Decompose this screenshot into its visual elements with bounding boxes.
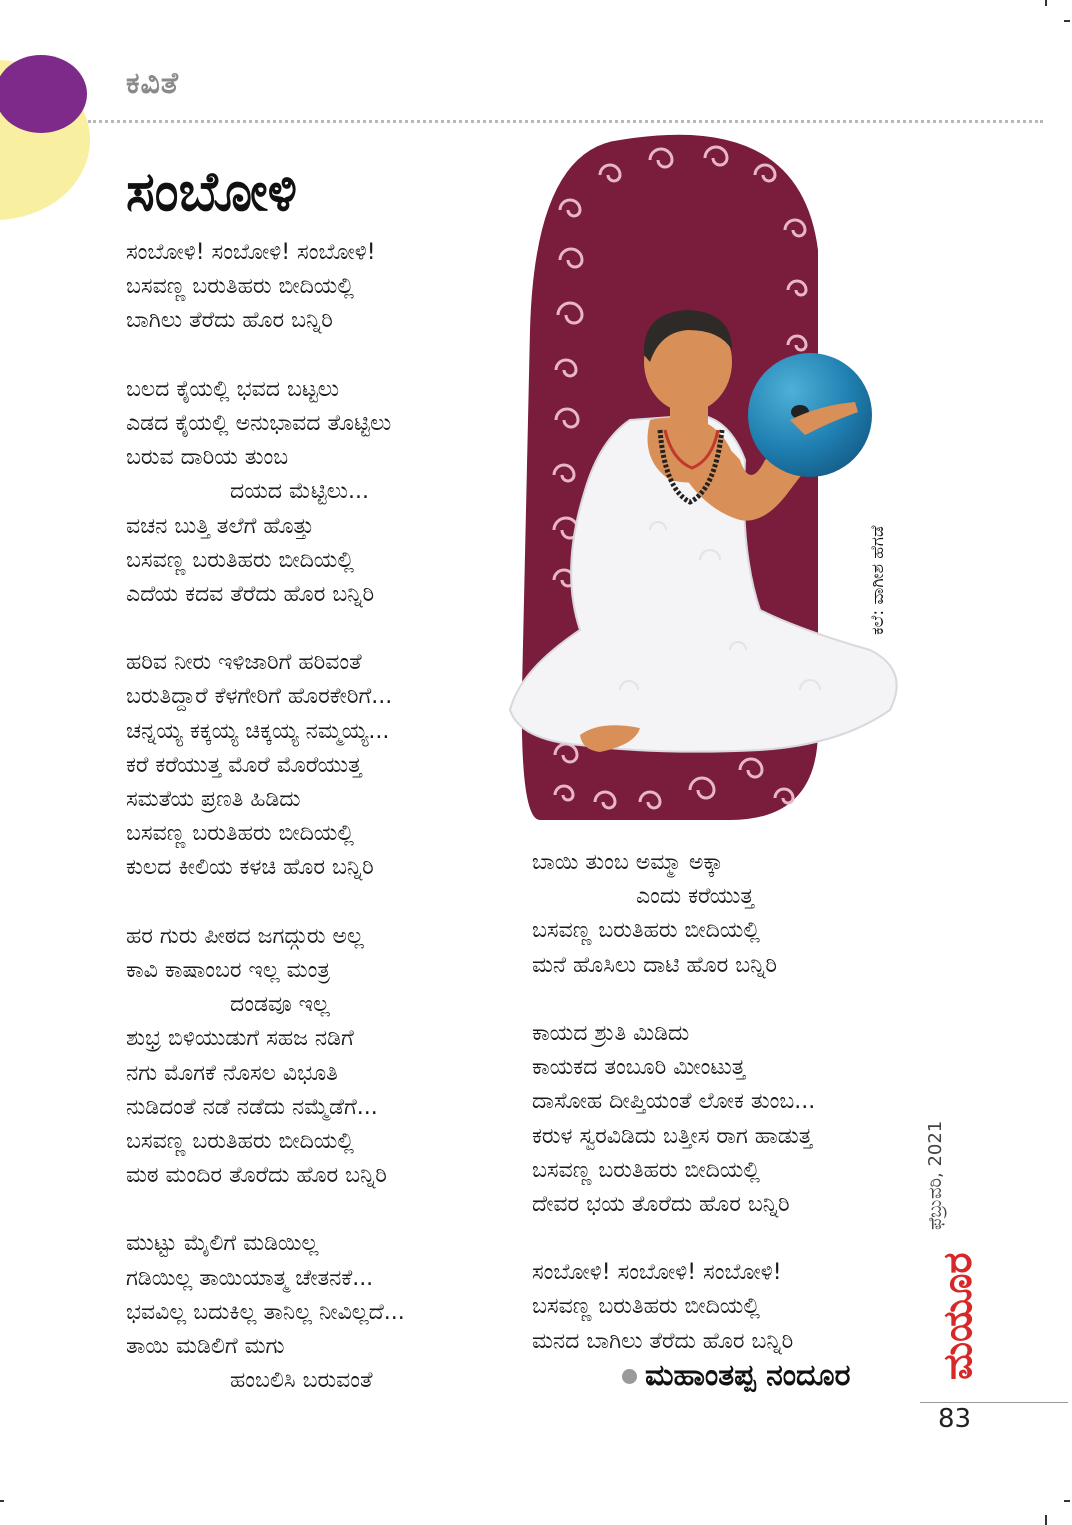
poem-line: ಸಮತೆಯ ಪ್ರಣತಿ ಹಿಡಿದು xyxy=(126,787,301,812)
poem-line: ಬಸವಣ್ಣ ಬರುತಿಹರು ಬೀದಿಯಲ್ಲಿ xyxy=(126,274,354,300)
poem-line: ಎಡದ ಕೈಯಲ್ಲಿ ಅನುಭಾವದ ತೊಟ್ಟಿಲು xyxy=(126,410,392,436)
poem-line: ಚನ್ನಯ್ಯ ಕಕ್ಕಯ್ಯ ಚಿಕ್ಕಯ್ಯ ನಮ್ಮಯ್ಯ... xyxy=(126,718,390,744)
stanza-break xyxy=(126,339,486,373)
basavanna-illustration xyxy=(500,130,910,822)
poem-line: ದಾಸೋಹ ದೀಪ್ತಿಯಂತೆ ಲೋಕ ತುಂಬ... xyxy=(532,1089,816,1115)
poem-line: ಹರಿವ ನೀರು ಇಳಿಜಾರಿಗೆ ಹರಿವಂತೆ xyxy=(126,650,362,676)
poem-line: ಎಂದು ಕರೆಯುತ್ತ xyxy=(636,884,754,910)
stanza-break xyxy=(126,1193,486,1227)
poem-line: ಬಸವಣ್ಣ ಬರುತಿಹರು ಬೀದಿಯಲ್ಲಿ xyxy=(126,821,354,847)
poem-line: ಕಾಯದ ಶ್ರುತಿ ಮಿಡಿದು xyxy=(532,1020,690,1046)
poem-line: ಶುಭ್ರ ಬಿಳಿಯುಡುಗೆ ಸಹಜ ನಡಿಗೆ xyxy=(126,1026,354,1052)
stanza-break xyxy=(126,886,486,920)
poem-line: ಹಂಬಲಿಸಿ ಬರುವಂತೆ xyxy=(230,1368,373,1394)
page-number: 83 xyxy=(938,1404,972,1434)
poem-left-column xyxy=(126,236,486,1398)
bullet-dot xyxy=(622,1369,637,1384)
poem-line: ವಚನ ಬುತ್ತಿ ತಲೆಗೆ ಹೊತ್ತು xyxy=(126,513,315,539)
section-label: ಕವಿತೆ xyxy=(126,66,179,101)
poem-line: ಕಾವಿ ಕಾಷಾಂಬರ ಇಲ್ಲ ಮಂತ್ರ xyxy=(126,957,330,983)
poem-line: ಸಂಬೋಳಿ! ಸಂಬೋಳಿ! ಸಂಬೋಳಿ! xyxy=(532,1260,782,1286)
poem-line: ತಾಯಿ ಮಡಿಲಿಗೆ ಮಗು xyxy=(126,1334,285,1359)
poem-line: ಬಸವಣ್ಣ ಬರುತಿಹರು ಬೀದಿಯಲ್ಲಿ xyxy=(126,547,354,573)
poem-line: ಕಾಯಕದ ತಂಬೂರಿ ಮೀಂಟುತ್ತ xyxy=(532,1055,746,1081)
poem-line: ಕರುಳ ಸ್ವರವಿಡಿದು ಬತ್ತೀಸ ರಾಗ ಹಾಡುತ್ತ xyxy=(532,1123,813,1149)
poem-line: ಕರೆ ಕರೆಯುತ್ತ ಮೊರೆ ಮೊರೆಯುತ್ತ xyxy=(126,752,362,778)
poem-line: ಬಸವಣ್ಣ ಬರುತಿಹರು ಬೀದಿಯಲ್ಲಿ xyxy=(532,1157,760,1183)
author-byline xyxy=(622,1358,850,1393)
crop-mark xyxy=(1045,0,1047,6)
poem-line: ಕುಲದ ಕೀಲಿಯ ಕಳಚಿ ಹೊರ ಬನ್ನಿರಿ xyxy=(126,855,374,881)
poem-line: ಬರುತಿದ್ದಾರೆ ಕೆಳಗೇರಿಗೆ ಹೊರಕೇರಿಗೆ... xyxy=(126,684,393,710)
crop-mark xyxy=(1064,1500,1070,1502)
poem-line: ಗಡಿಯಿಲ್ಲ ತಾಯಿಯಾತ್ಮ ಚೇತನಕೆ... xyxy=(126,1265,374,1291)
poem-line: ನಗು ಮೊಗಕೆ ನೊಸಲ ವಿಭೂತಿ xyxy=(126,1060,338,1086)
poem-right-column xyxy=(532,846,912,1359)
poem-line: ಹರ ಗುರು ಪೀಠದ ಜಗದ್ಗುರು ಅಲ್ಲ xyxy=(126,923,364,949)
magazine-brand: ಮಯೂರ xyxy=(935,1252,981,1380)
illustration-credit: ಕಲೆ: ವಾಗೀಶ ಹೆಗಡೆ xyxy=(868,525,888,635)
author-name: ಮಹಾಂತಪ್ಪ ನಂದೂರ xyxy=(645,1358,851,1393)
poem-line: ಬಸವಣ್ಣ ಬರುತಿಹರು ಬೀದಿಯಲ್ಲಿ xyxy=(532,1294,760,1320)
crop-mark xyxy=(1045,1515,1047,1525)
stanza-break xyxy=(126,612,486,646)
poem-line: ದಂಡವೂ ಇಲ್ಲ xyxy=(230,992,330,1018)
poem-line: ಮನೆ ಹೊಸಿಲು ದಾಟಿ ಹೊರ ಬನ್ನಿರಿ xyxy=(532,952,777,978)
poem-line: ಮನದ ಬಾಗಿಲು ತೆರೆದು ಹೊರ ಬನ್ನಿರಿ xyxy=(532,1328,794,1354)
poem-title: ಸಂಬೋಳಿ xyxy=(126,160,298,223)
poem-line: ದಯದ ಮೆಟ್ಟಿಲು... xyxy=(230,479,369,505)
poem-line: ಬಸವಣ್ಣ ಬರುತಿಹರು ಬೀದಿಯಲ್ಲಿ xyxy=(532,918,760,944)
poem-line: ಭವವಿಲ್ಲ ಬದುಕಿಲ್ಲ ತಾನಿಲ್ಲ ನೀವಿಲ್ಲದೆ... xyxy=(126,1299,405,1325)
poem-line: ಬಸವಣ್ಣ ಬರುತಿಹರು ಬೀದಿಯಲ್ಲಿ xyxy=(126,1128,354,1154)
poem-line: ಬಾಯಿ ತುಂಬ ಅಮ್ಮಾ ಅಕ್ಕಾ xyxy=(532,850,724,875)
stanza-break xyxy=(532,983,912,1017)
stanza-break xyxy=(532,1222,912,1256)
poem-line: ಬರುವ ದಾರಿಯ ತುಂಬ xyxy=(126,445,289,471)
poem-line: ನುಡಿದಂತೆ ನಡೆ ನಡೆದು ನಮ್ಮೆಡೆಗೆ... xyxy=(126,1094,378,1120)
page-number-rule xyxy=(920,1402,1068,1403)
crop-mark xyxy=(1064,20,1070,22)
issue-date: ಫೆಬ್ರುವರಿ, 2021 xyxy=(925,1120,946,1230)
dotted-divider xyxy=(88,120,1043,123)
poem-line: ಸಂಬೋಳಿ! ಸಂಬೋಳಿ! ಸಂಬೋಳಿ! xyxy=(126,240,376,265)
poem-line: ದೇವರ ಭಯ ತೊರೆದು ಹೊರ ಬನ್ನಿರಿ xyxy=(532,1191,790,1217)
poem-line: ಬಲದ ಕೈಯಲ್ಲಿ ಭವದ ಬಟ್ಟಲು xyxy=(126,376,340,402)
poem-line: ಮಠ ಮಂದಿರ ತೊರೆದು ಹೊರ ಬನ್ನಿರಿ xyxy=(126,1163,387,1189)
poem-line: ಎದೆಯ ಕದವ ತೆರೆದು ಹೊರ ಬನ್ನಿರಿ xyxy=(126,581,375,607)
poem-line: ಬಾಗಿಲು ತೆರೆದು ಹೊರ ಬನ್ನಿರಿ xyxy=(126,308,333,334)
crop-mark xyxy=(0,1500,4,1502)
poem-line: ಮುಟ್ಟು ಮೈಲಿಗೆ ಮಡಿಯಿಲ್ಲ xyxy=(126,1231,319,1257)
